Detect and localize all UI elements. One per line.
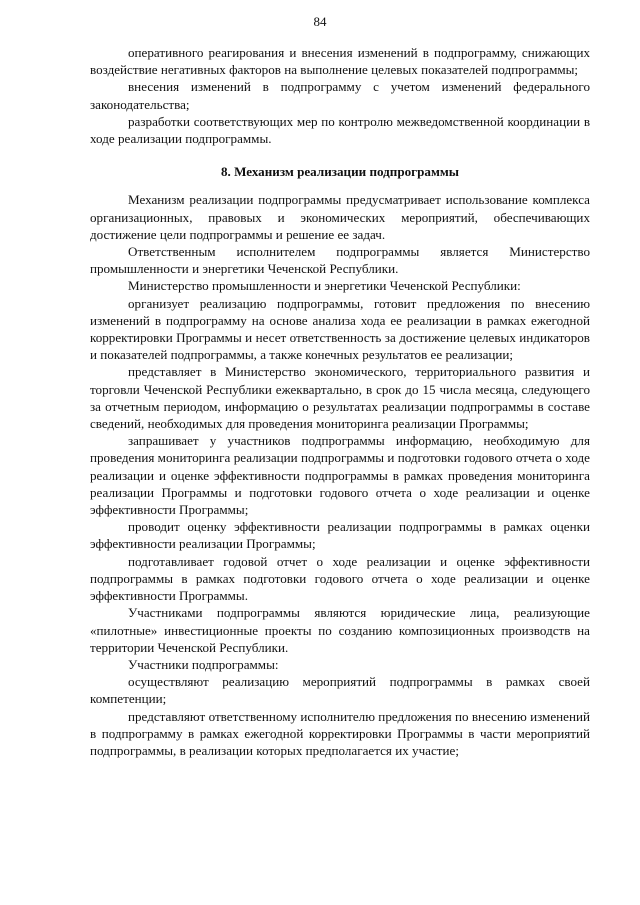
paragraph: подготавливает годовой отчет о ходе реализации и оценке эффективности подпрограммы в рамках подготовки годового отчета о ходе реализации и оценке эффективности Программы.: [90, 553, 590, 604]
paragraph: Ответственным исполнителем подпрограммы является Министерство промышленности и энергетики Чеченской Республики.: [90, 244, 590, 277]
paragraph: Участники подпрограммы:: [128, 656, 279, 672]
paragraph: Министерство промышленности и энергетики Чеченской Республики:: [128, 278, 521, 294]
section-heading: 8. Механизм реализации подпрограммы: [220, 164, 459, 180]
paragraph: Механизм реализации подпрограммы предусматривает использование комплекса организационных, правовых и экономических мероприятий, обеспечивающих достижение цели подпрограммы и решение ее задач.: [90, 192, 590, 242]
document-body: [90, 44, 590, 759]
paragraph: проводит оценку эффективности реализации подпрограммы в рамках оценки эффективности реализации Программы;: [90, 519, 590, 552]
paragraph: осуществляют реализацию мероприятий подпрограммы в рамках своей компетенции;: [90, 674, 590, 707]
page-number: 84: [313, 14, 327, 29]
paragraph: организует реализацию подпрограммы, готовит предложения по внесению изменений в подпрограмму на основе анализа хода ее реализации в рамках ежегодной корректировки Программы и несет ответственность за достижение целевых индикаторов и показателей подпрограммы, а также конечных результатов ее реализации;: [90, 295, 590, 363]
paragraph: оперативного реагирования и внесения изменений в подпрограмму, снижающих воздействие негативных факторов на выполнение целевых показателей подпрограммы;: [90, 45, 590, 78]
paragraph: внесения изменений в подпрограмму с учетом изменений федерального законодательства;: [90, 79, 590, 112]
paragraph: запрашивает у участников подпрограммы информацию, необходимую для проведения мониторинга реализации подпрограммы и подготовки годового отчета о ходе реализации и оценке эффективности подпрограммы в рамках проведения мониторинга реализации Программы и подготовки годового отчета о ходе реализации и оценке эффективности Программы;: [90, 433, 590, 518]
paragraph: представляют ответственному исполнителю предложения по внесению изменений в подпрограмму в рамках ежегодной корректировки Программы в части мероприятий подпрограммы, в реализации которых предполагается их участие;: [90, 708, 590, 758]
paragraph: разработки соответствующих мер по контролю межведомственной координации в ходе реализации подпрограммы.: [90, 113, 590, 147]
paragraph: представляет в Министерство экономического, территориального развития и торговли Чеченской Республики ежеквартально, в срок до 15 числа месяца, следующего за отчетным периодом, информацию о результатах реализации подпрограммы в составе сведений, необходимых для проведения мониторинга реализации Программы;: [90, 364, 590, 432]
paragraph: Участниками подпрограммы являются юридические лица, реализующие «пилотные» инвестиционные проекты по созданию композиционных производств на территории Чеченской Республики.: [90, 605, 590, 655]
